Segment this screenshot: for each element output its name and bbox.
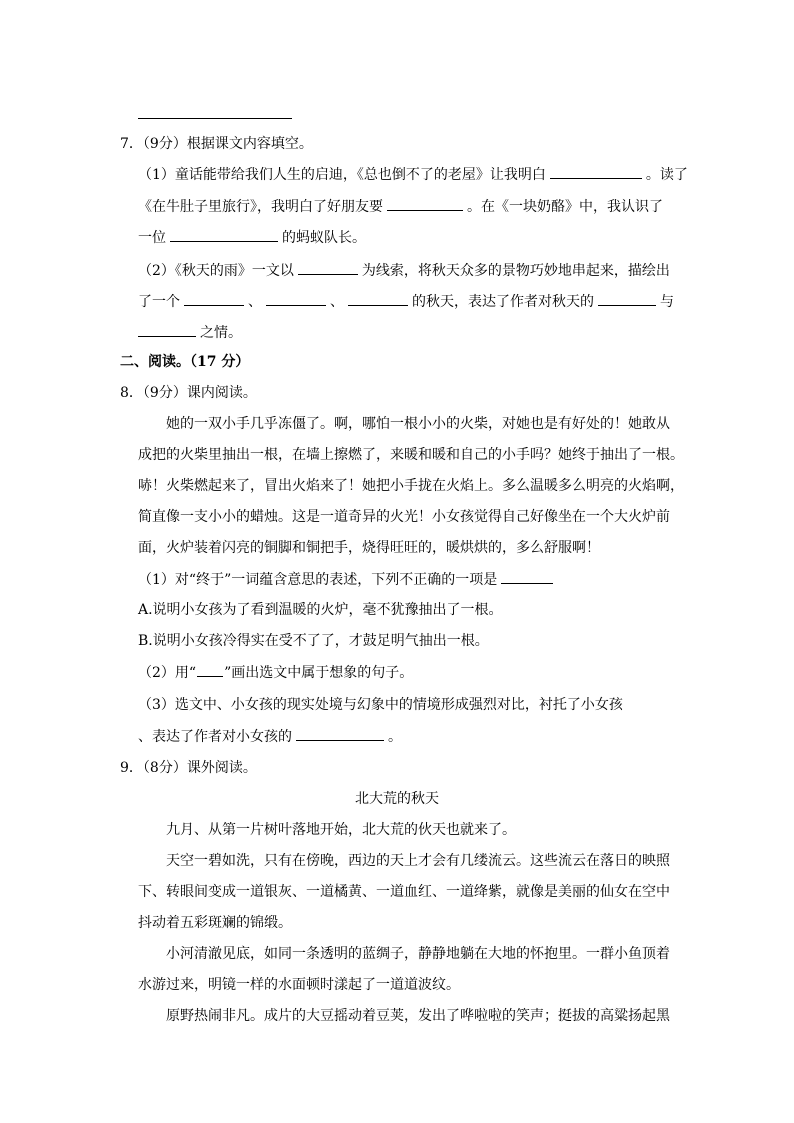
answer-line bbox=[138, 118, 292, 119]
q9-header: 9．（8分）课外阅读。 bbox=[120, 760, 257, 776]
q9-passage-line: 原野热闹非凡。成片的大豆摇动着豆荚，发出了哗啦啦的笑声；挺拔的高粱扬起黑 bbox=[166, 1008, 670, 1024]
answer-blank[interactable] bbox=[598, 291, 656, 306]
q8-sub3-text: 、表达了作者对小女孩的 bbox=[138, 729, 292, 745]
section-title: 二、阅读。（17 分） bbox=[120, 354, 250, 370]
q9-passage-line: 水游过来，明镜一样的水面顿时漾起了一道道波纹。 bbox=[138, 977, 460, 993]
q7-p1-text: 的蚂蚁队长。 bbox=[282, 230, 366, 246]
q7-p2-line1 bbox=[138, 260, 670, 280]
q8-passage-line: 哧！火柴燃起来了，冒出火焰来了！她把小手拢在火焰上。多么温暖多么明亮的火焰啊， bbox=[138, 478, 684, 494]
q8-passage-line: 成把的火柴里抽出一根，在墙上擦燃了，来暖和暖和自己的小手吗？她终于抽出了一根。 bbox=[138, 447, 684, 463]
q7-p2-text: （2）《秋天的雨》一文以 bbox=[138, 263, 294, 279]
q7-p2-line2 bbox=[138, 291, 674, 311]
q7-p1-text: （1）童话能带给我们人生的启迪，《总也倒不了的老屋》让我明白 bbox=[138, 167, 546, 183]
answer-blank[interactable] bbox=[170, 227, 278, 242]
q8-sub2-text: （2）用“ bbox=[138, 665, 197, 681]
q7-p1-text: 一位 bbox=[138, 230, 166, 246]
q7-p2-text: 、 bbox=[248, 294, 262, 310]
answer-blank[interactable] bbox=[550, 164, 642, 179]
q9-passage-title: 北大荒的秋天 bbox=[355, 791, 439, 807]
q8-header: 8．（9分）课内阅读。 bbox=[120, 385, 257, 401]
q9-passage-line: 小河清澈见底，如同一条透明的蓝绸子，静静地躺在大地的怀抱里。一群小鱼顶着 bbox=[166, 946, 670, 962]
q8-sub1 bbox=[138, 569, 557, 589]
q7-p2-text: 了一个 bbox=[138, 294, 180, 310]
q8-sub3-line1: （3）选文中、小女孩的现实处境与幻象中的情境形成强烈对比，衬托了小女孩 bbox=[138, 697, 623, 713]
q7-p2-text: 、 bbox=[330, 294, 344, 310]
q8-sub1-text: （1）对“终于”一词蕴含意思的表述，下列不正确的一项是 bbox=[138, 572, 498, 588]
q9-passage-line: 抖动着五彩斑斓的锦缎。 bbox=[138, 915, 292, 931]
q8-sub2-text: ”画出选文中属于想象的句子。 bbox=[224, 665, 414, 681]
q8-sub3-text: 。 bbox=[388, 729, 402, 745]
q8-option-b[interactable]: B.说明小女孩冷得实在受不了了，才鼓足明气抽出一根。 bbox=[138, 633, 489, 649]
q7-p1-line2 bbox=[138, 196, 663, 216]
q8-sub3-line2 bbox=[138, 726, 402, 746]
q9-passage-line: 下、转眼间变成一道银灰、一道橘黄、一道血红、一道绛紫，就像是美丽的仙女在空中 bbox=[138, 884, 670, 900]
underline-sample bbox=[197, 662, 223, 677]
q7-p1-line3 bbox=[138, 227, 366, 247]
q7-p2-line3 bbox=[138, 322, 242, 342]
q9-passage-line: 天空一碧如洗，只有在傍晚，西边的天上才会有几缕流云。这些流云在落日的映照 bbox=[166, 853, 670, 869]
q8-option-a[interactable]: A.说明小女孩为了看到温暖的火炉，毫不犹豫抽出了一根。 bbox=[138, 602, 503, 618]
q8-passage-line: 简直像一支小小的蜡烛。这是一道奇异的火光！小女孩觉得自己好像坐在一个大火炉前 bbox=[138, 509, 670, 525]
answer-blank[interactable] bbox=[387, 196, 463, 211]
answer-blank[interactable] bbox=[296, 726, 384, 741]
q9-passage-line: 九月、从第一片树叶落地开始，北大荒的伙天也就来了。 bbox=[166, 822, 516, 838]
q7-p1-line1 bbox=[138, 164, 688, 184]
q7-p2-text: 为线索，将秋天众多的景物巧妙地串起来，描绘出 bbox=[361, 263, 670, 279]
q7-p2-text: 的秋天，表达了作者对秋天的 bbox=[412, 294, 594, 310]
q8-sub2 bbox=[138, 662, 413, 682]
answer-blank[interactable] bbox=[138, 322, 196, 337]
answer-blank[interactable] bbox=[266, 291, 326, 306]
q7-p1-text: 《在牛肚子里旅行》，我明白了好朋友要 bbox=[138, 199, 383, 215]
q8-passage-line: 面，火炉装着闪亮的铜脚和铜把手，烧得旺旺的，暖烘烘的，多么舒服啊！ bbox=[138, 540, 600, 556]
answer-blank[interactable] bbox=[184, 291, 244, 306]
q7-p1-text: 。在《一块奶酪》中，我认识了 bbox=[467, 199, 663, 215]
q7-p2-text: 与 bbox=[660, 294, 674, 310]
q7-p1-text: 。读了 bbox=[645, 167, 688, 183]
q7-p2-text: 之情。 bbox=[200, 325, 242, 341]
answer-blank[interactable] bbox=[298, 260, 358, 275]
q8-passage-line: 她的一双小手几乎冻僵了。啊，哪怕一根小小的火柴，对她也是有好处的！她敢从 bbox=[166, 416, 670, 432]
answer-blank[interactable] bbox=[348, 291, 408, 306]
answer-blank[interactable] bbox=[501, 569, 553, 584]
q7-header: 7．（9分）根据课文内容填空。 bbox=[120, 136, 313, 152]
